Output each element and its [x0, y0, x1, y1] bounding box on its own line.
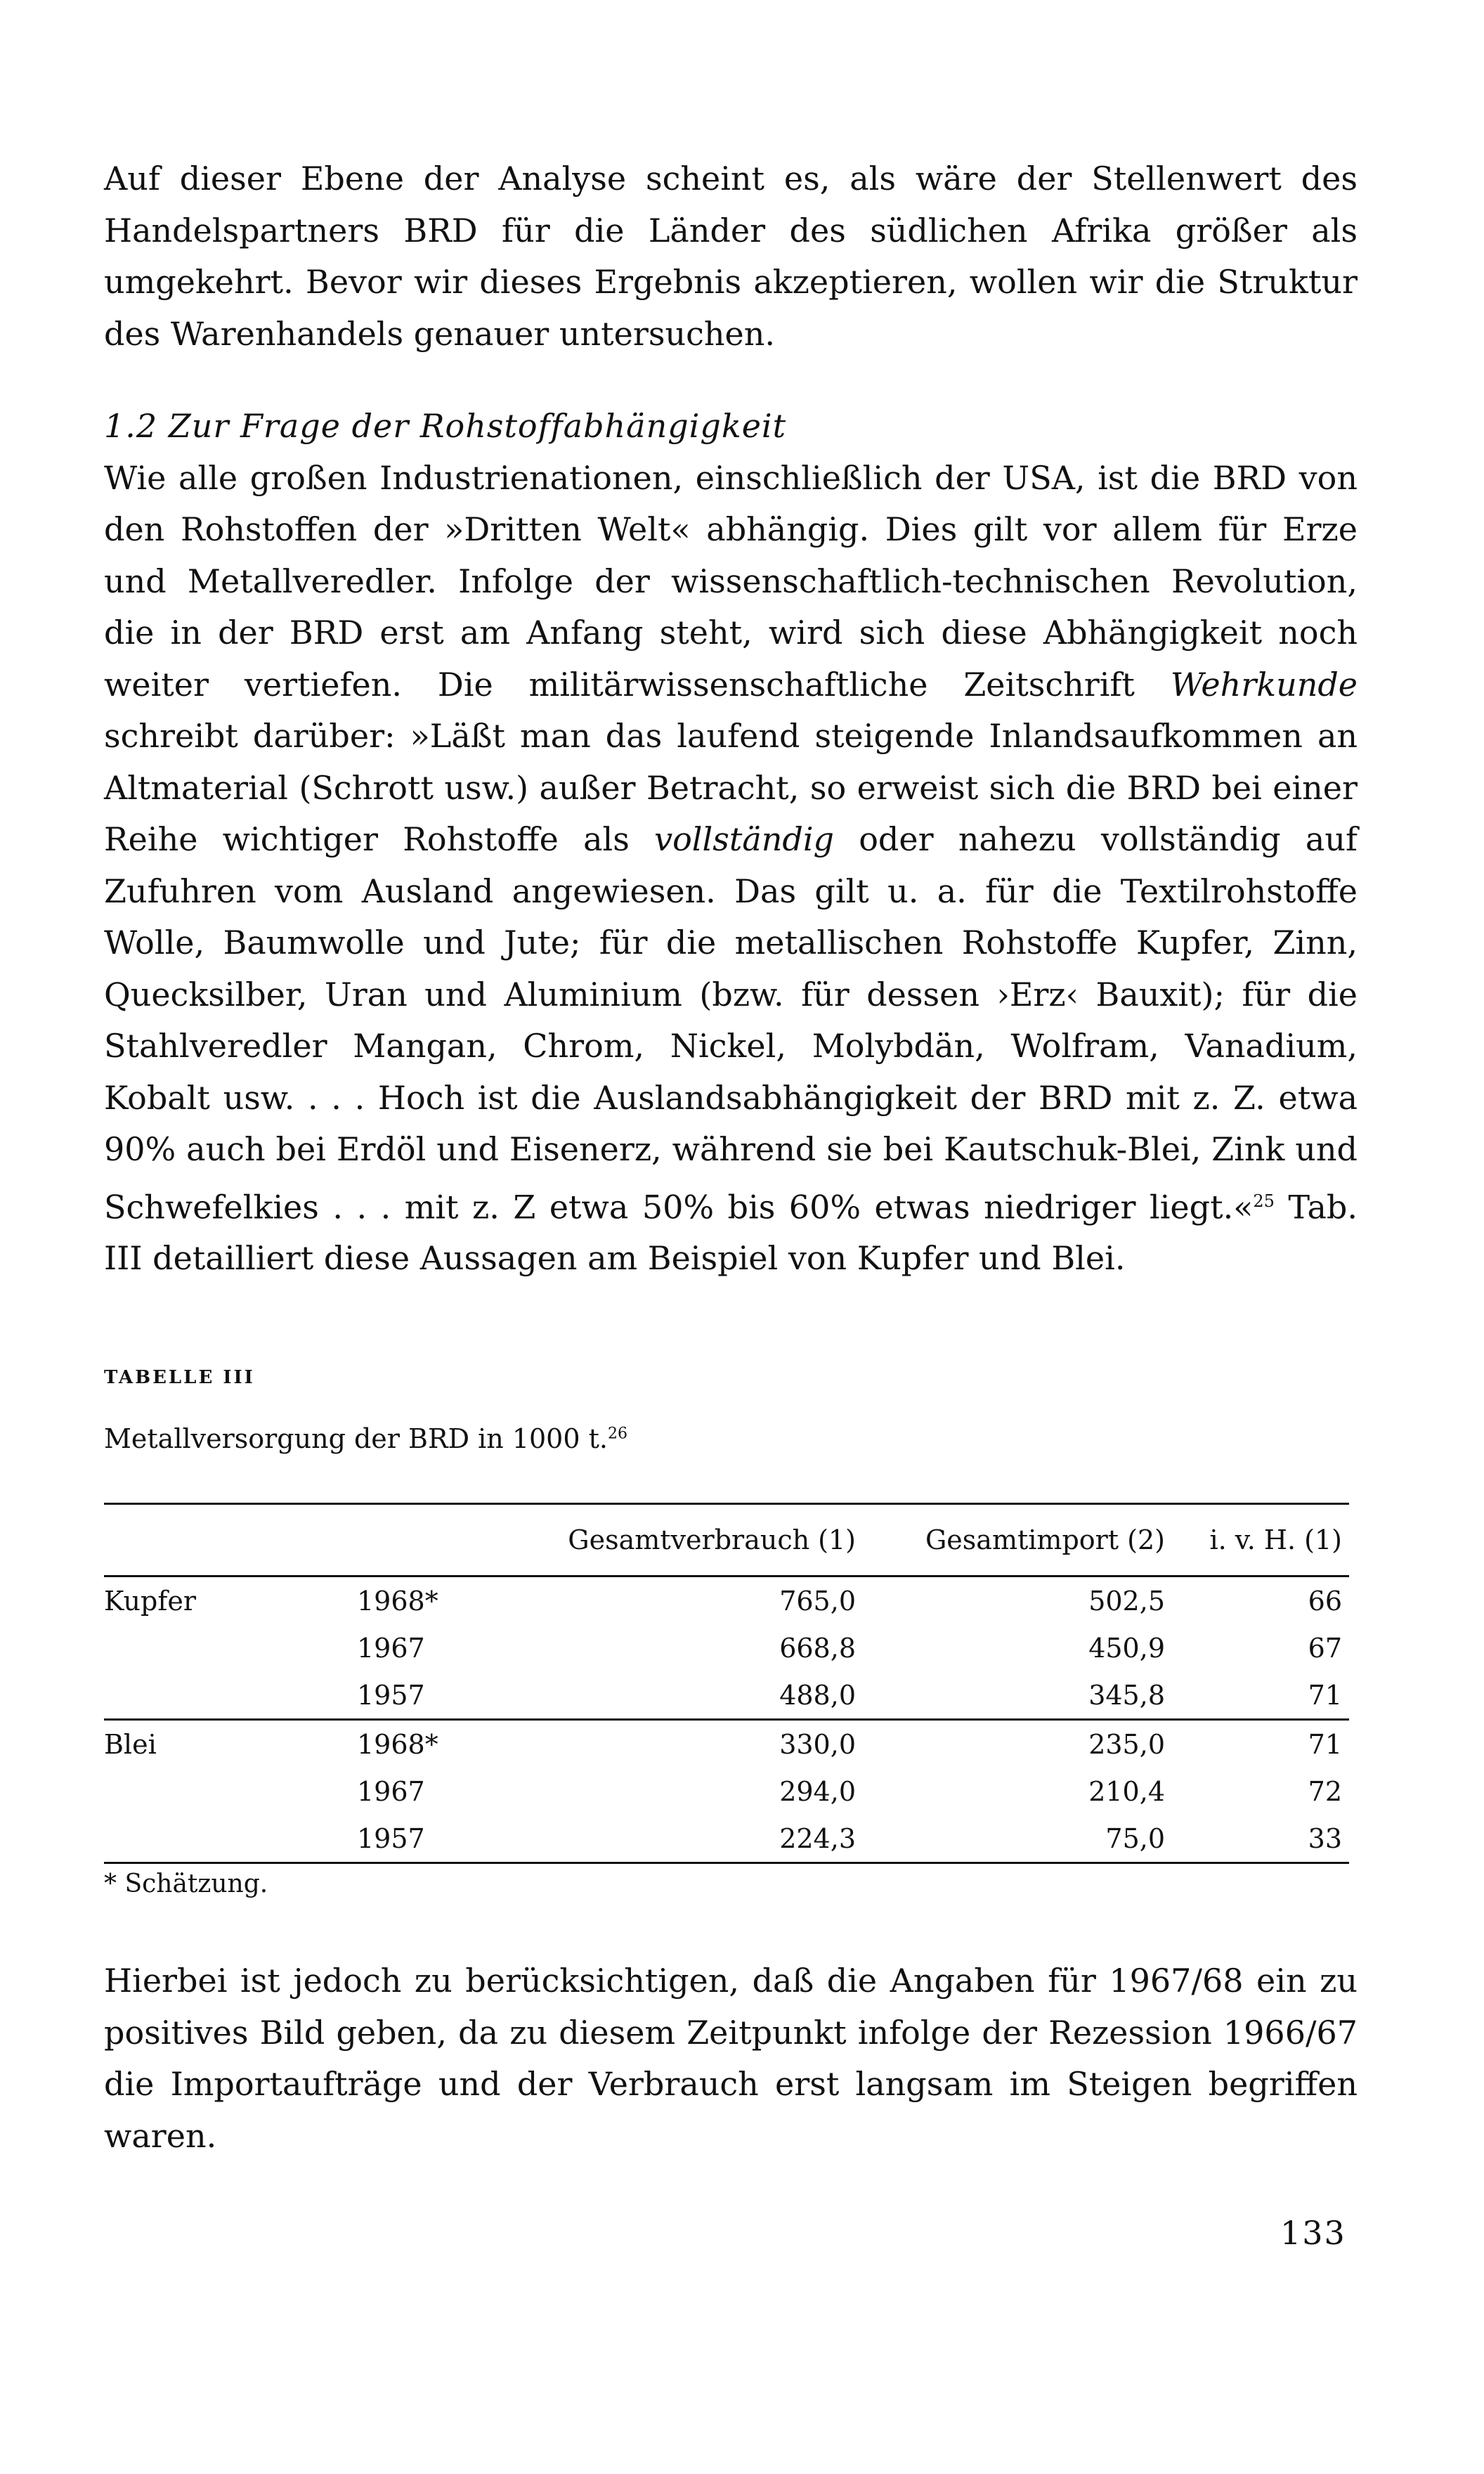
table-caption — [104, 1423, 1358, 1454]
table-label: TABELLE III — [104, 1367, 255, 1388]
year-cell: 1957 — [357, 1815, 561, 1863]
table-row — [104, 1720, 1349, 1768]
emphasis-word: vollständig — [654, 820, 834, 858]
import-cell: 210,4 — [1088, 1775, 1165, 1807]
table-label-block — [104, 1367, 1358, 1388]
verbrauch-cell: 765,0 — [779, 1585, 856, 1617]
table-row — [104, 1768, 1349, 1815]
section-block — [104, 401, 1358, 1285]
table-footnote-block — [104, 1870, 1358, 1898]
table-row — [104, 1671, 1349, 1720]
intro-block — [104, 153, 1358, 360]
verbrauch-cell: 294,0 — [779, 1775, 856, 1807]
metal-supply-table — [104, 1503, 1349, 1864]
header-ivh: i. v. H. (1) — [1172, 1504, 1349, 1576]
footnote-ref-26: 26 — [607, 1425, 627, 1443]
metal-cell — [104, 1624, 357, 1671]
table-row — [104, 1576, 1349, 1625]
ivh-cell: 71 — [1308, 1728, 1342, 1760]
footnote-ref-25: 25 — [1253, 1191, 1275, 1211]
section-text-part1: Wie alle großen Industrienationen, einschließlich der USA, ist die BRD von den Rohstoffen der »Dritten Welt« abhängig. Dies gilt vor allem für Erze und Metallveredler. Infolge der wissenschaftlich-technischen Revolution, die in der BRD erst am Anfang steht, wird sich diese Abhängigkeit noch weiter vertiefen. Die militärwissenschaftliche Zeitschrift — [104, 458, 1358, 704]
metal-cell — [104, 1768, 357, 1815]
import-cell: 502,5 — [1088, 1585, 1165, 1617]
closing-paragraph: Hierbei ist jedoch zu berücksichtigen, daß die Angaben für 1967/68 ein zu positives Bild geben, da zu diesem Zeitpunkt infolge der Rezession 1966/67 die Importaufträge und der Verbrauch erst langsam im Steigen begriffen waren. — [104, 1962, 1358, 2155]
journal-title: Wehrkunde — [1170, 665, 1358, 704]
table-row — [104, 1815, 1349, 1863]
import-cell: 235,0 — [1088, 1728, 1165, 1760]
ivh-cell: 66 — [1308, 1585, 1342, 1617]
header-metal — [104, 1504, 357, 1576]
section-heading: 1.2 Zur Frage der Rohstoffabhängigkeit — [104, 407, 787, 445]
verbrauch-cell: 668,8 — [779, 1632, 856, 1664]
header-gesamtimport: Gesamtimport (2) — [863, 1504, 1172, 1576]
verbrauch-cell: 488,0 — [561, 1671, 863, 1720]
import-cell: 75,0 — [863, 1815, 1172, 1863]
closing-block — [104, 1955, 1358, 2162]
verbrauch-cell: 330,0 — [779, 1728, 856, 1760]
table-caption-text: Metallversorgung der BRD in 1000 t. — [104, 1423, 608, 1454]
year-cell: 1957 — [357, 1671, 561, 1720]
section-text-part4: Tab. III detailliert diese Aussagen am Beispiel von Kupfer und Blei. — [104, 1187, 1358, 1278]
header-year — [357, 1504, 561, 1576]
year-cell: 1968* — [357, 1728, 438, 1760]
header-gesamtverbrauch: Gesamtverbrauch (1) — [561, 1504, 863, 1576]
intro-paragraph: Auf dieser Ebene der Analyse scheint es, als wäre der Stellenwert des Handelspartners BRD für die Länder des südlichen Afrika größer als umgekehrt. Bevor wir dieses Ergebnis akzeptieren, wollen wir die Struktur des Warenhandels genauer untersuchen. — [104, 160, 1358, 353]
ivh-cell: 71 — [1172, 1671, 1349, 1720]
metal-cell: Blei — [104, 1728, 157, 1760]
year-cell: 1967 — [357, 1775, 425, 1807]
ivh-cell: 33 — [1172, 1815, 1349, 1863]
ivh-cell: 72 — [1308, 1775, 1342, 1807]
import-cell: 345,8 — [863, 1671, 1172, 1720]
verbrauch-cell: 224,3 — [561, 1815, 863, 1863]
section-text-part2: schreibt darüber: »Läßt man das laufend steigende Inlandsaufkommen an Altmaterial (Schrott usw.) außer Betracht, so erweist sich die BRD bei einer Reihe wichtiger Rohstoffe als — [104, 717, 1358, 858]
metal-cell: Kupfer — [104, 1585, 197, 1617]
table-header-row — [104, 1504, 1349, 1576]
table-footnote: * Schätzung. — [104, 1870, 268, 1898]
table-caption-block — [104, 1423, 1358, 1454]
year-cell: 1968* — [357, 1585, 438, 1617]
metal-cell — [104, 1671, 357, 1720]
section-paragraph — [104, 453, 1358, 1285]
page-number: 133 — [1280, 2214, 1346, 2252]
table-row — [104, 1624, 1349, 1671]
ivh-cell: 67 — [1308, 1632, 1342, 1664]
metal-cell — [104, 1815, 357, 1863]
import-cell: 450,9 — [1088, 1632, 1165, 1664]
year-cell: 1967 — [357, 1632, 425, 1664]
section-text-part3: oder nahezu vollständig auf Zufuhren vom Ausland angewiesen. Das gilt u. a. für die Textilrohstoffe Wolle, Baumwolle und Jute; für die metallischen Rohstoffe Kupfer, Zinn, Quecksilber, Uran und Aluminium (bzw. für dessen ›Erz‹ Bauxit); für die Stahlveredler Mangan, Chrom, Nickel, Molybdän, Wolfram, Vanadium, Kobalt usw. . . . Hoch ist die Auslandsabhängigkeit der BRD mit z. Z. etwa 90% auch bei Erdöl und Eisenerz, während sie bei Kautschuk-Blei, Zink und Schwefelkies . . . mit z. Z etwa 50% bis 60% etwas niedriger liegt.« — [104, 820, 1358, 1226]
